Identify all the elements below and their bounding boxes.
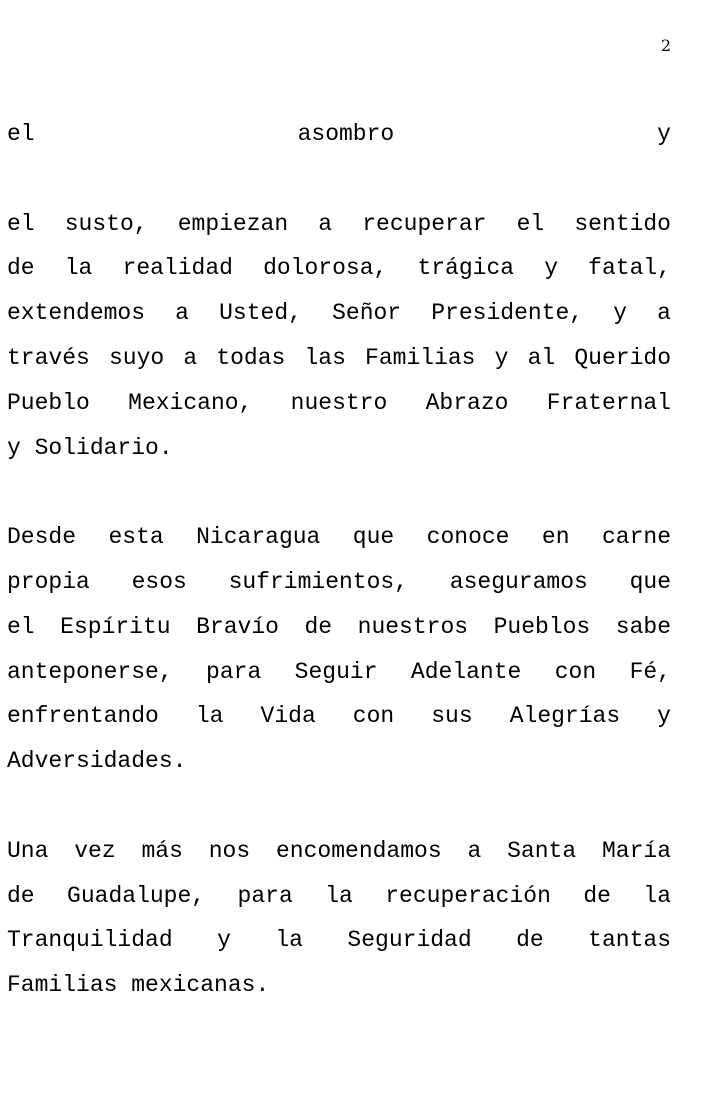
text-line: través suyo a todas las Familias y al Querido bbox=[7, 344, 671, 371]
paragraph bbox=[7, 112, 671, 157]
text-line: anteponerse, para Seguir Adelante con Fé, bbox=[7, 658, 671, 685]
paragraph bbox=[7, 202, 671, 471]
paragraph-gap bbox=[7, 470, 671, 515]
paragraph-gap bbox=[7, 784, 671, 829]
text-line: de la realidad dolorosa, trágica y fatal, bbox=[7, 255, 671, 282]
text-line: propia esos sufrimientos, aseguramos que bbox=[7, 568, 671, 595]
text-line: el Espíritu Bravío de nuestros Pueblos sabe bbox=[7, 613, 671, 640]
paragraph bbox=[7, 515, 671, 784]
text-line: extendemos a Usted, Señor Presidente, y a bbox=[7, 300, 671, 327]
page-number: 2 bbox=[660, 36, 671, 55]
text-line: Tranquilidad y la Seguridad de tantas bbox=[7, 927, 671, 954]
text-line: de Guadalupe, para la recuperación de la bbox=[7, 882, 671, 909]
text-line: el asombro y bbox=[7, 121, 671, 147]
paragraph-gap bbox=[7, 157, 671, 202]
text-line: Adversidades. bbox=[7, 748, 187, 775]
document-body bbox=[7, 112, 671, 1008]
text-line: el susto, empiezan a recuperar el sentido bbox=[7, 210, 671, 237]
text-line: Desde esta Nicaragua que conoce en carne bbox=[7, 524, 671, 551]
text-line: y Solidario. bbox=[7, 434, 173, 461]
text-line: enfrentando la Vida con sus Alegrías y bbox=[7, 703, 671, 730]
text-line: Pueblo Mexicano, nuestro Abrazo Fraternal bbox=[7, 389, 671, 416]
text-line: Una vez más nos encomendamos a Santa María bbox=[7, 837, 671, 864]
text-line: Familias mexicanas. bbox=[7, 972, 270, 999]
paragraph bbox=[7, 829, 671, 1008]
